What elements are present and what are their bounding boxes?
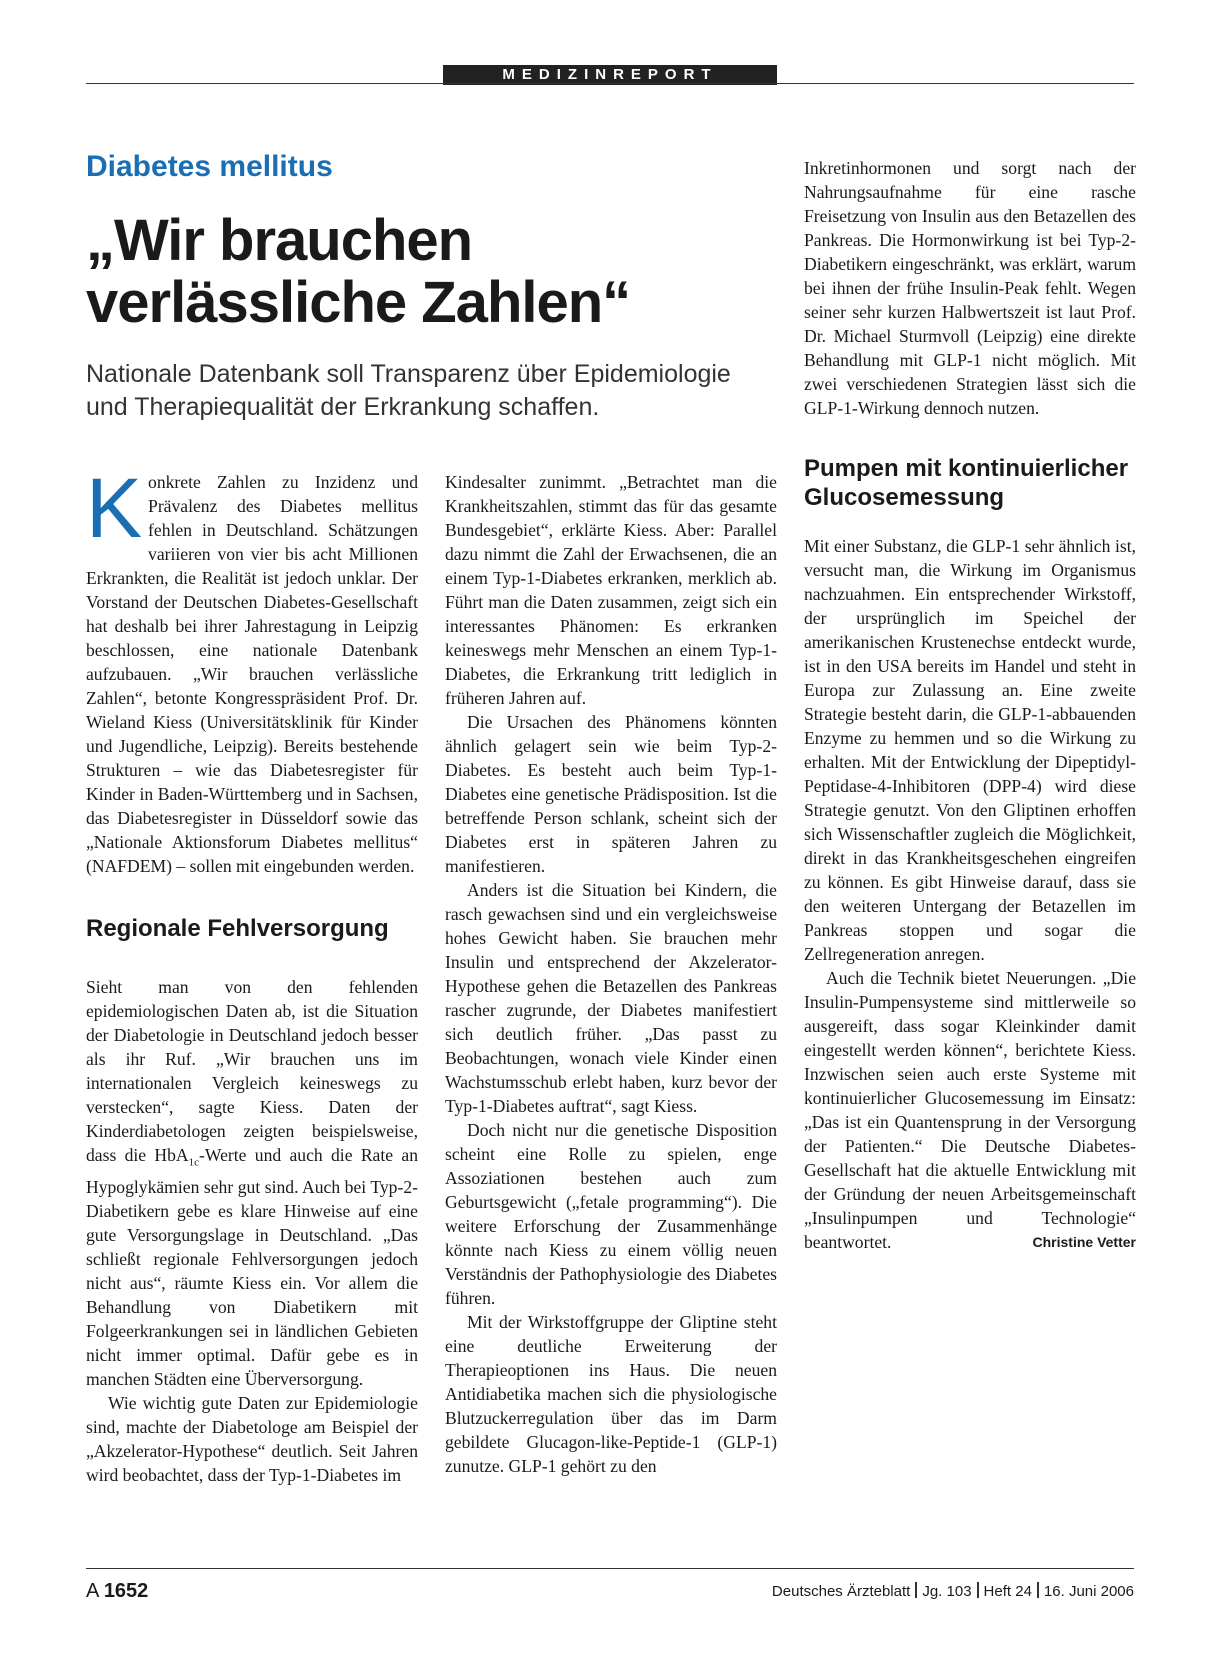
- separator: [977, 1582, 979, 1598]
- paragraph-1: [86, 470, 418, 878]
- paragraph-9-text: Auch die Technik bietet Neuerungen. „Die Insulin-Pumpensysteme sind mittlerweile so ausgereift, dass sogar Kleinkinder damit eingestellt werden können“, berichtete Kiess. Inzwischen seien auch erste Systeme mit kontinuierlicher Glucosemessung im Einsatz: „Das ist ein Quantensprung in der Versorgung der Patienten.“ Die Deutsche Diabetes-Gesellschaft hat die aktuelle Entwicklung mit der Gründung der neuen Arbeitsgemeinschaft „Insulinpumpen und Technologie“ beantwortet.: [804, 968, 1136, 1252]
- paragraph-2-text-b: -Werte und auch die Rate an Hypoglykämien sehr gut sind. Auch bei Typ-2-Diabetikern gebe es klare Hinweise auf eine gute Versorgungslage in Deutschland. „Das schließt regionale Fehlversorgungen jedoch nicht aus“, räumte Kiess ein. Vor allem die Behandlung von Diabetikern mit Folgeerkrankungen sei in ländlichen Gebieten nicht immer optimal. Dafür gebe es in manchen Städten eine Überversorgung.: [86, 1145, 418, 1389]
- article-title: „Wir brauchen verlässliche Zahlen“: [86, 208, 631, 335]
- article-kicker: Diabetes mellitus: [86, 150, 333, 183]
- paragraph-1-text: onkrete Zahlen zu Inzidenz und Prävalenz des Diabetes mellitus fehlen in Deutschland. Schätzungen variieren von vier bis acht Millionen Erkrankten, die Realität ist jedoch unklar. Der Vorstand der Deutschen Diabetes-Gesellschaft hat deshalb bei ihrer Jahrestagung in Leipzig beschlossen, eine nationale Datenbank aufzubauen. „Wir brauchen verlässliche Zahlen“, betonte Kongresspräsident Prof. Dr. Wieland Kiess (Universitätsklinik für Kinder und Jugendliche, Leipzig). Bereits bestehende Strukturen – wie das Diabetesregister für Kinder in Baden-Württemberg und in Sachsen, das Diabetesregister in Düsseldorf sowie das „Nationale Aktionsforum Diabetes mellitus“ (NAFDEM) – sollen mit eingebunden werden.: [86, 472, 418, 876]
- issue-date: 16. Juni 2006: [1043, 1583, 1134, 1600]
- column-1: [86, 470, 418, 1500]
- page-number-value: 1652: [103, 1580, 149, 1602]
- separator: [915, 1582, 917, 1598]
- paragraph-2: [86, 975, 418, 1391]
- header-rule: [86, 83, 1134, 84]
- subheading-regionale-fehlversorgung: Regionale Fehlversorgung: [86, 915, 389, 942]
- paragraph-2-text-a: Sieht man von den fehlenden epidemiologischen Daten ab, ist die Situation der Diabetologie in Deutschland jedoch besser als ihr Ruf. „Wir brauchen uns im internationalen Vergleich keineswegs zu verstecken“, sagte Kiess. Daten der Kinderdiabetologen zeigten beispielsweise, dass die HbA: [86, 977, 418, 1165]
- page-prefix: A: [86, 1580, 99, 1602]
- paragraph-5: Anders ist die Situation bei Kindern, die rasch gewachsen sind und ein vergleichsweise hohes Gewicht haben. Sie brauchen mehr Insulin und entsprechend der Akzelerator-Hypothese gehen die Betazellen des Pankreas rascher zugrunde, der Diabetes manifestiert sich deutlich früher. „Das passt zu Beobachtungen, wonach viele Kinder einen Wachstumsschub erlebt haben, kurz bevor der Typ-1-Diabetes auftrat“, sagt Kiess.: [445, 880, 777, 1116]
- section-label: MEDIZINREPORT: [443, 65, 777, 85]
- paragraph-3: Wie wichtig gute Daten zur Epidemiologie sind, machte der Diabetologe am Beispiel der „Akzelerator-Hypothese“ deutlich. Seit Jahren wird beobachtet, dass der Typ-1-Diabetes im: [86, 1392, 418, 1485]
- paragraph-9: [804, 966, 1136, 1254]
- drop-cap: K: [86, 470, 143, 555]
- column-3: [804, 156, 1136, 1516]
- paragraph-8: Mit einer Substanz, die GLP-1 sehr ähnlich ist, versucht man, die Wirkung im Organismus nachzuahmen. Ein entsprechender Wirkstoff, der ursprünglich im Speichel der amerikanischen Krustenechse entdeckt wurde, ist in den USA bereits im Handel und steht in Europa zur Zulassung an. Eine zweite Strategie besteht darin, die GLP-1-abbauenden Enzyme zu hemmen und so die Wirkung zu erhalten. Mit der Entwicklung der Dipeptidyl-Peptidase-4-Inhibitoren (DPP-4) wird diese Strategie genutzt. Von den Gliptinen erhoffen sich Wissenschaftler zugleich die Möglichkeit, direkt in das Krankheitsgeschehen eingreifen zu können. Es gibt Hinweise darauf, dass sie den weiteren Untergang der Betazellen im Pankreas stoppen und sogar die Zellregeneration anregen.: [804, 536, 1136, 964]
- author-name: Christine Vetter: [1032, 1234, 1136, 1250]
- subheading-pumpen: Pumpen mit kontinuierlicher Glucosemessung: [804, 455, 1129, 511]
- paragraph-4: Die Ursachen des Phänomens könnten ähnlich gelagert sein wie beim Typ-2-Diabetes. Es besteht auch beim Typ-1-Diabetes eine genetische Prädisposition. Ist die betreffende Person schlank, scheint sich der Diabetes erst in späteren Jahren zu manifestieren.: [445, 712, 777, 876]
- journal-name: Deutsches Ärzteblatt: [771, 1583, 911, 1600]
- footer-rule: [86, 1568, 1134, 1569]
- column-2: [445, 470, 777, 1500]
- journal-issue: Heft 24: [983, 1583, 1032, 1600]
- article-subtitle: Nationale Datenbank soll Transparenz über Epidemiologie und Therapiequalität der Erkrankung schaffen.: [86, 360, 731, 421]
- paragraph-3-continued: Kindesalter zunimmt. „Betrachtet man die Krankheitszahlen, stimmt das für das gesamte Bundesgebiet“, erklärte Kiess. Aber: Parallel dazu nimmt die Zahl der Erwachsenen, die an einem Typ-1-Diabetes erkranken, merklich ab. Führt man die Daten zusammen, zeigt sich ein interessantes Phänomen: Es erkranken keineswegs mehr Menschen an einem Typ-1-Diabetes, die Erkrankung tritt lediglich in früheren Jahren auf.: [445, 472, 777, 708]
- page-number: [86, 1580, 148, 1603]
- journal-volume: Jg. 103: [922, 1583, 972, 1600]
- separator: [1037, 1582, 1039, 1598]
- paragraph-6: Doch nicht nur die genetische Disposition scheint eine Rolle zu spielen, enge Assoziationen bestehen auch zum Geburtsgewicht („fetale programming“). Die weitere Erforschung der Zusammenhänge könnte nach Kiess zu einem völlig neuen Verständnis der Pathophysiologie des Diabetes führen.: [445, 1120, 777, 1308]
- hba1c-subscript: 1c: [188, 1156, 200, 1169]
- paragraph-7: Mit der Wirkstoffgruppe der Gliptine steht eine deutliche Erweiterung der Therapieoptionen ins Haus. Die neuen Antidiabetika machen sich die physiologische Blutzuckerregulation über das im Darm gebildete Glucagon-like-Peptide-1 (GLP-1) zunutze. GLP-1 gehört zu den: [445, 1312, 777, 1476]
- footer-citation: [772, 1582, 1134, 1600]
- paragraph-7-continued: Inkretinhormonen und sorgt nach der Nahrungsaufnahme für eine rasche Freisetzung von Insulin aus den Betazellen des Pankreas. Die Hormonwirkung ist bei Typ-2-Diabetikern eingeschränkt, was erklärt, warum bei ihnen der frühe Insulin-Peak fehlt. Wegen seiner sehr kurzen Halbwertszeit ist laut Prof. Dr. Michael Sturmvoll (Leipzig) eine direkte Behandlung mit GLP-1 nicht möglich. Mit zwei verschiedenen Strategien lässt sich die GLP-1-Wirkung dennoch nutzen.: [804, 158, 1136, 418]
